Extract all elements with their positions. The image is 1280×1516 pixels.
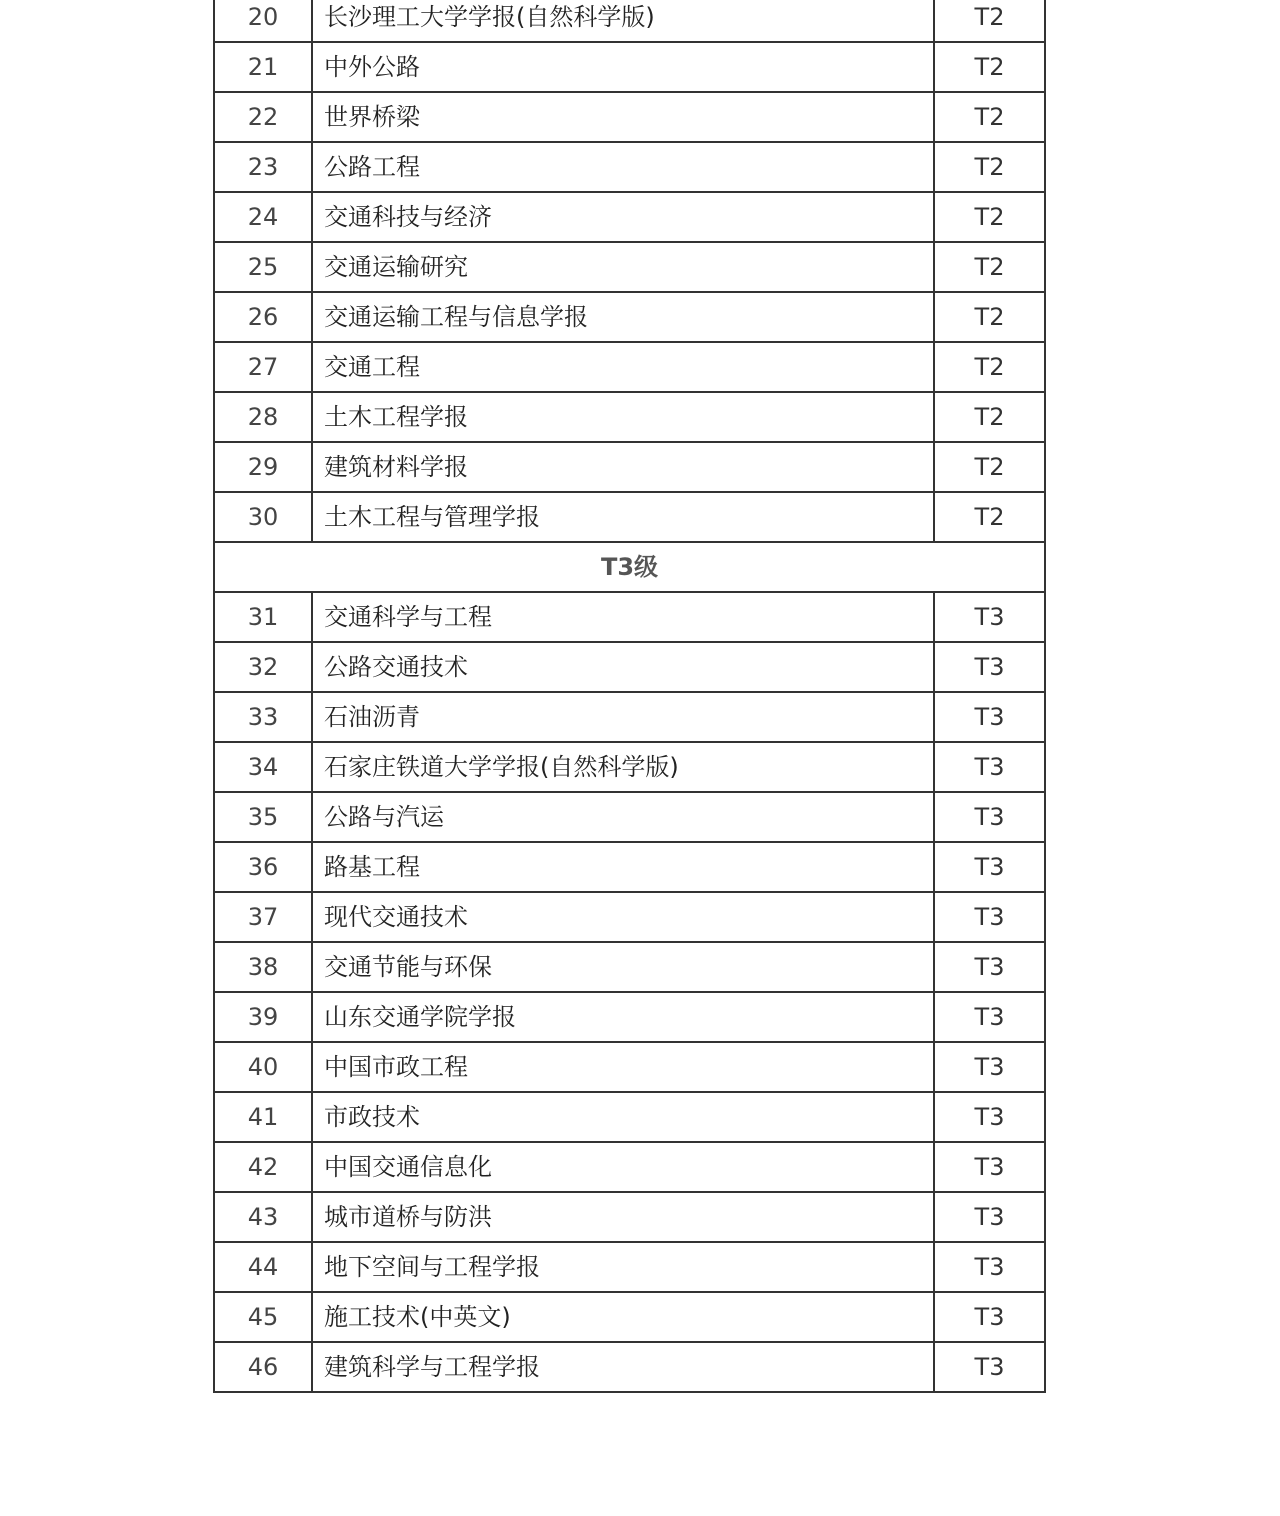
row-number-cell: 27	[214, 342, 312, 392]
table-row	[214, 0, 1045, 42]
journal-ranking-table	[213, 0, 1046, 1393]
row-number-cell: 42	[214, 1142, 312, 1192]
journal-level-cell: T2	[934, 0, 1045, 42]
table-row	[214, 142, 1045, 192]
table-row	[214, 92, 1045, 142]
table-row	[214, 392, 1045, 442]
row-number-cell: 34	[214, 742, 312, 792]
table-row	[214, 1342, 1045, 1392]
row-number-cell: 23	[214, 142, 312, 192]
journal-level-cell: T3	[934, 742, 1045, 792]
row-number-cell: 21	[214, 42, 312, 92]
table-row	[214, 1092, 1045, 1142]
journal-level-cell: T3	[934, 1242, 1045, 1292]
table-row	[214, 642, 1045, 692]
table-row	[214, 292, 1045, 342]
row-number-cell: 44	[214, 1242, 312, 1292]
row-number-cell: 25	[214, 242, 312, 292]
journal-name-cell: 土木工程与管理学报	[312, 492, 934, 542]
table-row	[214, 892, 1045, 942]
journal-name-cell: 土木工程学报	[312, 392, 934, 442]
row-number-cell: 43	[214, 1192, 312, 1242]
table-row	[214, 1242, 1045, 1292]
row-number-cell: 22	[214, 92, 312, 142]
journal-name-cell: 市政技术	[312, 1092, 934, 1142]
journal-name-cell: 地下空间与工程学报	[312, 1242, 934, 1292]
row-number-cell: 30	[214, 492, 312, 542]
journal-level-cell: T2	[934, 242, 1045, 292]
journal-name-cell: 中国交通信息化	[312, 1142, 934, 1192]
table-body	[214, 0, 1045, 1392]
journal-level-cell: T3	[934, 692, 1045, 742]
journal-name-cell: 城市道桥与防洪	[312, 1192, 934, 1242]
journal-name-cell: 交通工程	[312, 342, 934, 392]
journal-level-cell: T2	[934, 142, 1045, 192]
journal-level-cell: T3	[934, 792, 1045, 842]
section-header-row	[214, 542, 1045, 592]
journal-level-cell: T3	[934, 1192, 1045, 1242]
journal-level-cell: T2	[934, 192, 1045, 242]
row-number-cell: 29	[214, 442, 312, 492]
journal-name-cell: 交通运输研究	[312, 242, 934, 292]
row-number-cell: 33	[214, 692, 312, 742]
journal-level-cell: T3	[934, 1342, 1045, 1392]
table-row	[214, 242, 1045, 292]
table-row	[214, 192, 1045, 242]
row-number-cell: 37	[214, 892, 312, 942]
journal-level-cell: T3	[934, 1142, 1045, 1192]
journal-level-cell: T2	[934, 342, 1045, 392]
row-number-cell: 45	[214, 1292, 312, 1342]
table-row	[214, 342, 1045, 392]
row-number-cell: 26	[214, 292, 312, 342]
journal-level-cell: T2	[934, 492, 1045, 542]
row-number-cell: 35	[214, 792, 312, 842]
row-number-cell: 36	[214, 842, 312, 892]
journal-level-cell: T3	[934, 1292, 1045, 1342]
journal-name-cell: 交通科技与经济	[312, 192, 934, 242]
journal-name-cell: 建筑材料学报	[312, 442, 934, 492]
journal-name-cell: 公路交通技术	[312, 642, 934, 692]
journal-level-cell: T2	[934, 42, 1045, 92]
table-row	[214, 442, 1045, 492]
table-row	[214, 842, 1045, 892]
journal-name-cell: 石家庄铁道大学学报(自然科学版)	[312, 742, 934, 792]
journal-name-cell: 交通节能与环保	[312, 942, 934, 992]
journal-level-cell: T2	[934, 292, 1045, 342]
row-number-cell: 41	[214, 1092, 312, 1142]
row-number-cell: 46	[214, 1342, 312, 1392]
journal-name-cell: 交通运输工程与信息学报	[312, 292, 934, 342]
table-row	[214, 1042, 1045, 1092]
journal-level-cell: T2	[934, 392, 1045, 442]
table-row	[214, 792, 1045, 842]
journal-level-cell: T3	[934, 842, 1045, 892]
table-row	[214, 1142, 1045, 1192]
table-row	[214, 742, 1045, 792]
journal-name-cell: 交通科学与工程	[312, 592, 934, 642]
row-number-cell: 31	[214, 592, 312, 642]
row-number-cell: 24	[214, 192, 312, 242]
journal-level-cell: T2	[934, 442, 1045, 492]
journal-name-cell: 中国市政工程	[312, 1042, 934, 1092]
table-row	[214, 1192, 1045, 1242]
journal-name-cell: 施工技术(中英文)	[312, 1292, 934, 1342]
table-row	[214, 692, 1045, 742]
table-row	[214, 942, 1045, 992]
journal-level-cell: T3	[934, 1092, 1045, 1142]
row-number-cell: 40	[214, 1042, 312, 1092]
journal-name-cell: 中外公路	[312, 42, 934, 92]
journal-level-cell: T2	[934, 92, 1045, 142]
journal-name-cell: 公路工程	[312, 142, 934, 192]
table-row	[214, 592, 1045, 642]
journal-level-cell: T3	[934, 942, 1045, 992]
section-header-label: T3级	[214, 542, 1045, 592]
table-row	[214, 992, 1045, 1042]
journal-level-cell: T3	[934, 592, 1045, 642]
journal-name-cell: 山东交通学院学报	[312, 992, 934, 1042]
row-number-cell: 20	[214, 0, 312, 42]
table-row	[214, 42, 1045, 92]
journal-name-cell: 建筑科学与工程学报	[312, 1342, 934, 1392]
row-number-cell: 38	[214, 942, 312, 992]
table-row	[214, 492, 1045, 542]
journal-level-cell: T3	[934, 1042, 1045, 1092]
row-number-cell: 39	[214, 992, 312, 1042]
journal-level-cell: T3	[934, 992, 1045, 1042]
journal-name-cell: 长沙理工大学学报(自然科学版)	[312, 0, 934, 42]
journal-name-cell: 路基工程	[312, 842, 934, 892]
journal-name-cell: 世界桥梁	[312, 92, 934, 142]
row-number-cell: 28	[214, 392, 312, 442]
journal-level-cell: T3	[934, 642, 1045, 692]
row-number-cell: 32	[214, 642, 312, 692]
journal-level-cell: T3	[934, 892, 1045, 942]
table-row	[214, 1292, 1045, 1342]
journal-name-cell: 公路与汽运	[312, 792, 934, 842]
journal-name-cell: 石油沥青	[312, 692, 934, 742]
journal-name-cell: 现代交通技术	[312, 892, 934, 942]
